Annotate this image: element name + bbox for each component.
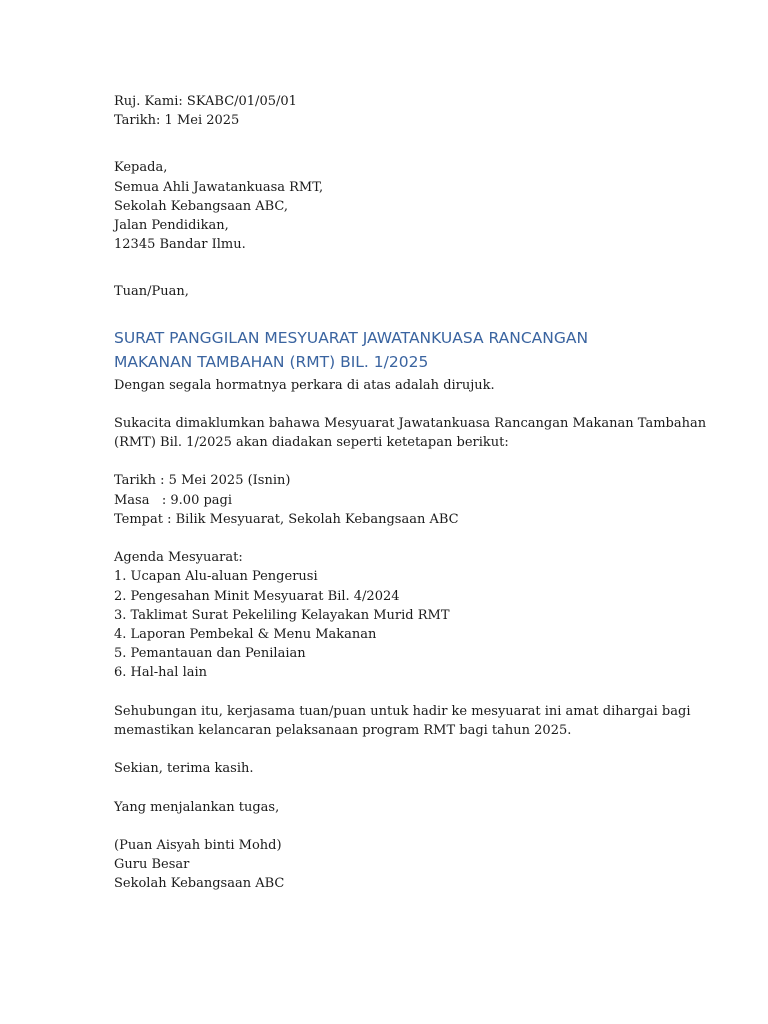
announcement-line: (RMT) Bil. 1/2025 akan diadakan seperti ketetapan berikut: [114,435,509,451]
signoff-block [114,798,654,817]
meeting-details [114,471,654,529]
signatory-block [114,836,654,894]
agenda-list [114,548,654,682]
letter-page [114,92,707,894]
recipient-line: Sekolah Kebangsaan ABC, [114,198,289,214]
intro-paragraph [114,376,654,395]
recipient-line: Kepada, [114,160,168,176]
reference-block [114,92,654,130]
agenda-item: 6. Hal-hal lain [114,665,208,681]
meeting-date: Tarikh : 5 Mei 2025 (Isnin) [114,473,291,489]
agenda-item: 1. Ucapan Alu-aluan Pengerusi [114,569,318,585]
title-line: MAKANAN TAMBAHAN (RMT) BIL. 1/2025 [114,352,429,371]
meeting-time: Masa : 9.00 pagi [114,492,233,508]
recipient-address [114,158,654,254]
signatory-school: Sekolah Kebangsaan ABC [114,876,285,892]
agenda-item: 5. Pemantauan dan Penilaian [114,646,306,662]
signatory-position: Guru Besar [114,857,190,873]
salutation-block [114,282,654,301]
intro-text: Dengan segala hormatnya perkara di atas adalah dirujuk. [114,377,495,393]
recipient-line: 12345 Bandar Ilmu. [114,237,246,253]
recipient-line: Semua Ahli Jawatankuasa RMT, [114,179,324,195]
meeting-venue: Tempat : Bilik Mesyuarat, Sekolah Kebangsaan ABC [114,511,459,527]
agenda-item: 4. Laporan Pembekal & Menu Makanan [114,626,377,642]
signoff-text: Yang menjalankan tugas, [114,799,280,815]
letter-title [114,326,654,374]
agenda-item: 3. Taklimat Surat Pekeliling Kelayakan Murid RMT [114,607,450,623]
closing-line: Sehubungan itu, kerjasama tuan/puan untuk hadir ke mesyuarat ini amat dihargai bagi [114,703,691,719]
announcement-paragraph [114,414,707,452]
announcement-line: Sukacita dimaklumkan bahawa Mesyuarat Jawatankuasa Rancangan Makanan Tambahan [114,415,707,431]
title-line: SURAT PANGGILAN MESYUARAT JAWATANKUASA RANCANGAN [114,328,589,347]
agenda-heading: Agenda Mesyuarat: [114,550,243,566]
agenda-item: 2. Pengesahan Minit Mesyuarat Bil. 4/2024 [114,588,400,604]
salutation: Tuan/Puan, [114,284,189,300]
closing-line: memastikan kelancaran pelaksanaan program RMT bagi tahun 2025. [114,722,572,738]
closing-paragraph [114,702,691,740]
letter-date: Tarikh: 1 Mei 2025 [114,113,240,129]
signatory-name: (Puan Aisyah binti Mohd) [114,838,282,853]
recipient-line: Jalan Pendidikan, [114,217,229,233]
thanks-text: Sekian, terima kasih. [114,761,254,777]
reference-number: Ruj. Kami: SKABC/01/05/01 [114,94,297,109]
thanks-block [114,759,654,778]
